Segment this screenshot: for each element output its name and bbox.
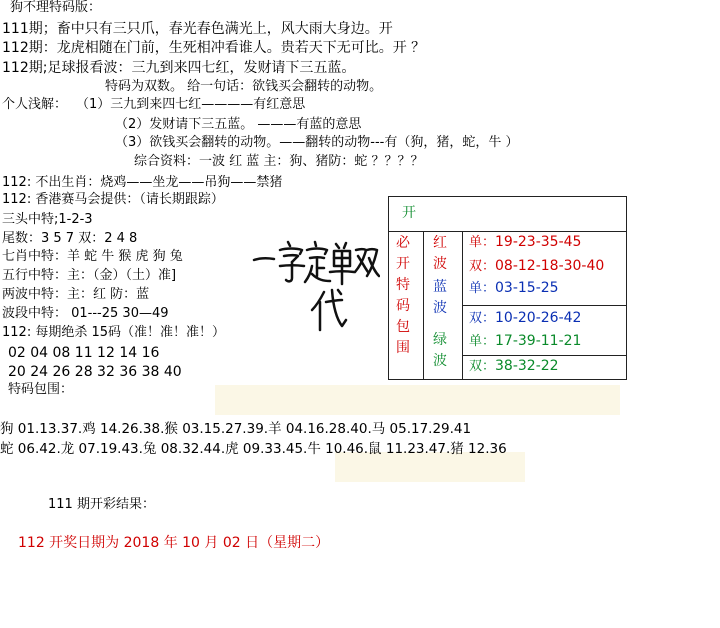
analysis-line: 综合资料：一波 红 蓝 主：狗、猪防：蛇 ？？？？ (134, 154, 424, 169)
blue-odd-row (469, 277, 559, 300)
open-label: 开 (402, 205, 416, 221)
result-label: 111 期开彩结果： (48, 497, 155, 512)
wave-label-red: 红波 (433, 235, 447, 272)
zodiac-line: 狗 01.13.37.鸡 14.26.38.猴 03.15.27.39.羊 04.16.28.40.马 05.17.29.41 (0, 421, 472, 437)
row-value: 08-12-18-30-40 (495, 258, 605, 274)
row-value: 17-39-11-21 (495, 333, 582, 349)
pick-line: 尾数：3 5 7 双：2 4 8 (2, 231, 138, 246)
analysis-line: （2）发财请下三五蓝。 ———有蓝的意思 (115, 117, 362, 132)
pick-line: 波段中特： 01---25 30—49 (2, 306, 169, 321)
wave-label-blue: 蓝波 (433, 279, 447, 316)
calligraphy-title (250, 228, 380, 338)
row-value: 38-32-22 (495, 358, 559, 374)
row-value: 03-15-25 (495, 280, 559, 296)
hint-line: 112: 香港赛马会提供：（请长期跟踪） (2, 192, 224, 207)
row-prefix: 双： (469, 259, 496, 274)
row-prefix: 单： (469, 334, 496, 349)
row-value: 19-23-35-45 (495, 234, 582, 250)
analysis-label: 个人浅解： (2, 97, 68, 112)
package-label: 特码包围： (8, 382, 74, 397)
prediction-line: 112期：龙虎相随在门前，生死相冲看谁人。贵若天下无可比。开 ？ (2, 40, 426, 56)
pick-line: 两波中特：主：红 防：蓝 (2, 287, 150, 302)
pick-line: 112: 每期绝杀 15码（准！准！准！） (2, 325, 225, 340)
pick-line: 五行中特：主：（金）（土）准] (2, 268, 177, 283)
red-even-row (469, 255, 604, 278)
highlight-band (215, 385, 620, 415)
number-row: 20 24 26 28 32 36 38 40 (8, 364, 182, 380)
analysis-line: （1）三九到来四七红————有红意思 (76, 97, 306, 112)
row-value: 10-20-26-42 (495, 310, 582, 326)
pick-line: 三头中特;1-2-3 (2, 212, 93, 227)
analysis-line: （3）欲钱买会翻转的动物。——翻转的动物---有（狗，猪，蛇，牛 ） (115, 135, 519, 150)
blue-even-row (469, 307, 581, 330)
green-even-row (469, 355, 559, 378)
hint-line: 112: 不出生肖：烧鸡——坐龙——吊狗——禁猪 (2, 175, 283, 190)
must-open-label: 必开特码包围 (396, 235, 410, 356)
pick-line: 七肖中特：羊 蛇 牛 猴 虎 狗 兔 (2, 249, 183, 264)
prediction-line: 特码为双数。 给一句话：欲钱买会翻转的动物。 (105, 79, 383, 94)
row-prefix: 单： (469, 281, 496, 296)
page-title: 狗不理特码版： (10, 0, 102, 15)
row-prefix: 双： (469, 311, 496, 326)
row-prefix: 单： (469, 235, 496, 250)
number-row: 02 04 08 11 12 14 16 (8, 345, 160, 361)
red-odd-row (469, 231, 581, 254)
row-prefix: 双： (469, 359, 496, 374)
special-code-table (388, 196, 627, 380)
table-divider (462, 305, 626, 306)
prediction-line: 111期；畜中只有三只爪，春光春色满光上，风大雨大身边。开 (2, 21, 393, 37)
green-odd-row (469, 330, 581, 353)
wave-label-green: 绿波 (433, 332, 447, 369)
table-divider (423, 231, 424, 379)
zodiac-line: 蛇 06.42.龙 07.19.43.兔 08.32.44.虎 09.33.45.牛 10.46.鼠 11.23.47.猪 12.36 (0, 441, 507, 457)
draw-date: 112 开奖日期为 2018 年 10 月 02 日（星期二） (18, 535, 330, 551)
prediction-line: 112期;足球报看波：三九到来四七红，发财请下三五蓝。 (2, 60, 356, 76)
